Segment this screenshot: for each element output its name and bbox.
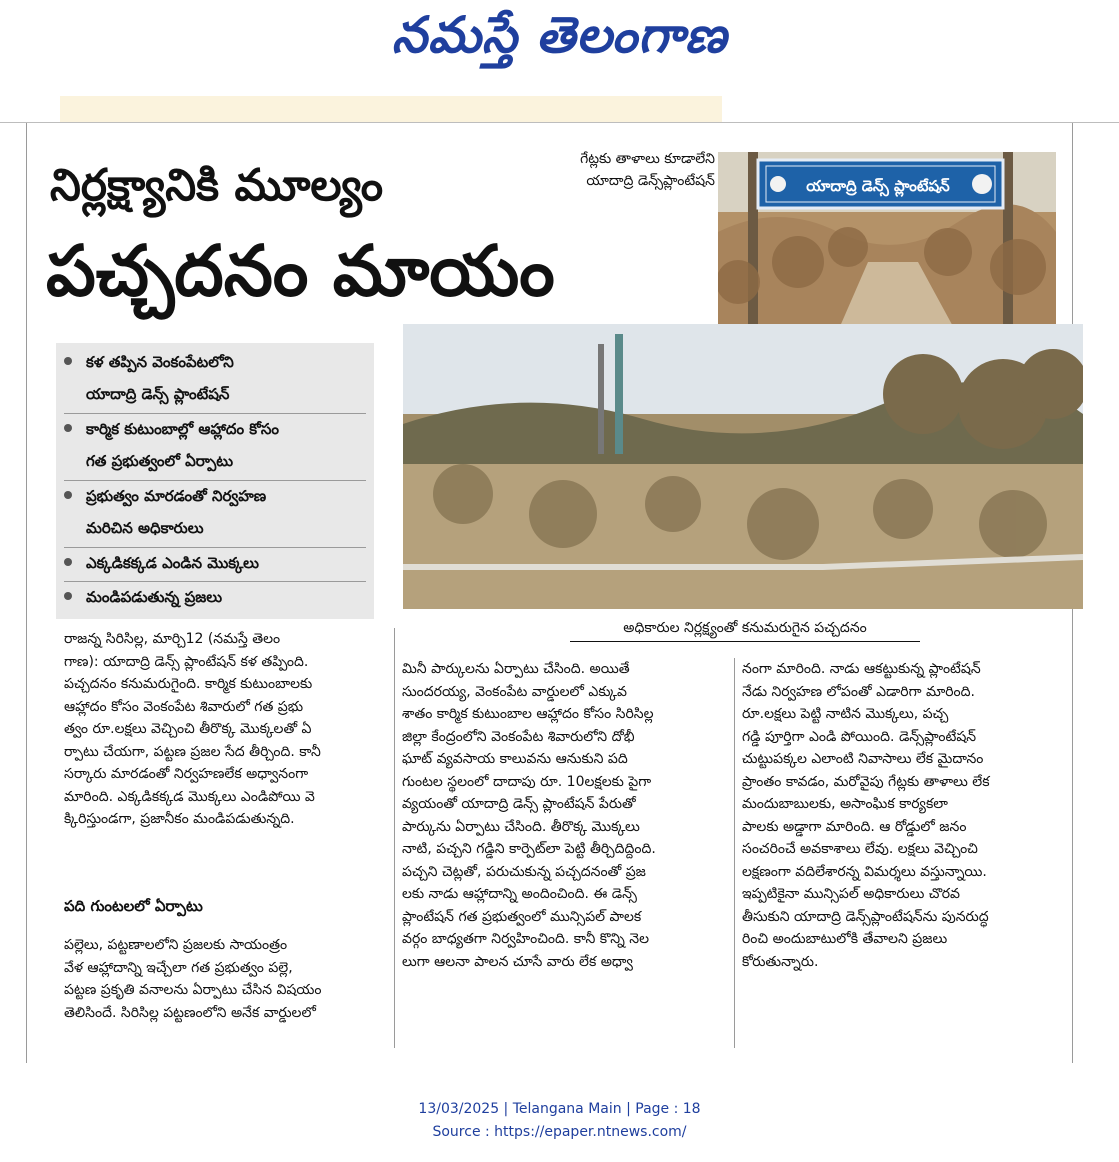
highlight-line: ఎక్కడికక్కడ ఎండిన మొక్కలు	[86, 554, 259, 572]
body-line: పట్టణ ప్రకృతి వనాలను ఏర్పాటు చేసిన విషయం	[64, 982, 322, 998]
body-column-1	[64, 628, 384, 831]
masthead	[0, 0, 1119, 80]
body-column-3	[742, 658, 1067, 973]
sign-text: యాదాద్రి డెన్స్ ప్లాంటేషన్	[806, 177, 950, 195]
highlight-line: గత ప్రభుత్వంలో ఏర్పాటు	[86, 452, 234, 470]
caption-line: యాదాద్రి డెన్స్‌ప్లాంటేషన్	[586, 173, 715, 189]
newspaper-logo: నమస్తే తెలంగాణ	[391, 6, 728, 64]
caption-line: గేట్లకు తాళాలు కూడాలేని	[580, 151, 715, 167]
body-line: కోరుతున్నారు.	[742, 953, 819, 970]
body-line: గాణ): యాదాద్రి డెన్స్ ప్లాంటేషన్ కళ తప్పింది.	[64, 653, 309, 670]
bullet-icon	[64, 357, 72, 365]
body-line: ప్రాంతం కావడం, మరోవైపు గేట్లకు తాళాలు లేక	[742, 773, 990, 790]
body-line: రించి అందుబాటులోకి తేవాలని ప్రజలు	[742, 931, 948, 947]
body-line: ప్లాంటేషన్ గత ప్రభుత్వంలో మున్సిపల్ పాలక	[402, 908, 642, 925]
highlight-text	[86, 581, 371, 613]
bullet-icon	[64, 424, 72, 432]
body-line: త్వం రూ.లక్షలు వెచ్చించి తీరొక్క మొక్కలతో ఏ	[64, 721, 312, 737]
body-line: క్కిరిస్తుండగా, ప్రజానీకం మండిపడుతున్నది.	[64, 811, 295, 827]
highlight-line: యాదాద్రి డెన్స్ ప్లాంటేషన్	[86, 385, 230, 403]
highlight-line: మండిపడుతున్న ప్రజలు	[86, 588, 223, 606]
page-footer	[0, 1098, 1119, 1144]
body-line: వ్యయంతో యాదాద్రి డెన్స్ ప్లాంటేషన్ పేరుతో	[402, 796, 636, 812]
dry-field-illustration	[403, 324, 1083, 609]
body-line: ఆహ్లాదం కోసం వెంకంపేట శివారులో గత ప్రభు	[64, 698, 304, 715]
body-line: చుట్టుపక్కల ఎలాంటి నివాసాలు లేక మైదానం	[742, 751, 984, 767]
highlight-text	[86, 346, 371, 410]
body-line: నంగా మారింది. నాడు ఆకట్టుకున్న ప్లాంటేషన్	[742, 661, 981, 677]
body-line: నాటి, పచ్చని గడ్డిని కార్పెట్‌లా పెట్టి తీర్చిదిద్దింది.	[402, 841, 656, 857]
highlight-text	[86, 547, 371, 579]
body-line: ఇప్పటికైనా మున్సిపల్ అధికారులు చొరవ	[742, 886, 960, 902]
body-line: సంచరించే అవకాశాలు లేవు. లక్షలు వెచ్చించి	[742, 841, 978, 857]
body-line: గడ్డి పూర్తిగా ఎండి పోయింది. డెన్స్‌ప్లాంటేషన్	[742, 728, 977, 745]
highlight-line: కార్మిక కుటుంబాల్లో ఆహ్లాదం కోసం	[86, 420, 280, 438]
body-line: పచ్చని చెట్లతో, పరుచుకున్న పచ్చదనంతో ప్రజ	[402, 863, 646, 880]
highlights-box	[56, 343, 374, 619]
body-line: మందుబాబులకు, అసాంఘిక కార్యకలా	[742, 796, 948, 812]
headline-main: పచ్చదనం మాయం	[46, 230, 555, 312]
body-line: మారింది. ఎక్కడికక్కడ మొక్కలు ఎండిపోయి వె	[64, 788, 315, 805]
body-line: రాజన్న సిరిసిల్ల, మార్చి12 (నమస్తే తెలం	[64, 631, 281, 647]
source-link[interactable]: Source : https://epaper.ntnews.com/	[432, 1124, 687, 1140]
body-column-2	[402, 658, 727, 973]
photo-dry-plantation	[403, 324, 1083, 609]
body-line: జిల్లా కేంద్రంలోని వెంకంపేట శివారులోని దోభీ	[402, 728, 635, 745]
highlight-line: ప్రభుత్వం మారడంతో నిర్వహణ	[86, 487, 267, 505]
body-line: మినీ పార్కులను ఏర్పాటు చేసింది. అయితే	[402, 661, 630, 677]
bullet-icon	[64, 558, 72, 566]
photo-caption-bottom: అధికారుల నిర్లక్ష్యంతో కనుమరుగైన పచ్చదనం	[570, 615, 920, 642]
body-line: తెలిసిందే. సిరిసిల్ల పట్టణంలోని అనేక వార్డులలో	[64, 1004, 316, 1021]
body-line: శాతం కార్మిక కుటుంబాల ఆహ్లాదం కోసం సిరిసిల్ల	[402, 706, 654, 722]
body-line: లకు నాడు ఆహ్లాదాన్ని అందించింది. ఈ డెన్స్	[402, 886, 637, 902]
body-line: వర్గం బాధ్యతగా నిర్వహించింది. కానీ కొన్ని నెల	[402, 931, 650, 947]
highlight-line: కళ తప్పిన వెంకంపేటలోని	[86, 353, 234, 371]
bullet-icon	[64, 491, 72, 499]
body-line: ర్పాటు చేయగా, పట్టణ ప్రజల సేద తీర్చింది. కానీ	[64, 743, 321, 760]
body-line: తీసుకుని యాదాద్రి డెన్స్‌ప్లాంటేషన్‌ను పునరుద్ధ	[742, 908, 989, 925]
body-line: పచ్చదనం కనుమరుగైంది. కార్మిక కుటుంబాలకు	[64, 676, 313, 692]
body-line: గుంటల స్థలంలో దాదాపు రూ. 10లక్షలకు పైగా	[402, 773, 652, 790]
bullet-icon	[64, 592, 72, 600]
edition-info: 13/03/2025 | Telangana Main | Page : 18	[418, 1101, 701, 1117]
highlight-text	[86, 413, 371, 477]
body-line: పార్కును ఏర్పాటు చేసింది. తీరొక్క మొక్కలు	[402, 818, 640, 835]
headline-kicker: నిర్లక్ష్యానికి మూల్యం	[50, 160, 384, 211]
body-line: వేళ ఆహ్లాదాన్ని ఇచ్చేలా గత ప్రభుత్వం పల్లె,	[64, 959, 293, 976]
body-line: ఘాట్ వ్యవసాయ కాలువను ఆనుకుని పది	[402, 751, 628, 767]
body-line: సుందరయ్య, వెంకంపేట వార్డులలో ఎక్కువ	[402, 683, 627, 700]
body-line: నేడు నిర్వహణ లోపంతో ఎడారిగా మారింది.	[742, 683, 975, 700]
body-line: సర్కారు మారడంతో నిర్వహణలేక అధ్వానంగా	[64, 766, 309, 782]
highlight-line: మరిచిన అధికారులు	[86, 519, 204, 537]
subheading: పది గుంటలలో ఏర్పాటు	[64, 897, 203, 915]
body-line: పాలకు అడ్డాగా మారింది. ఆ రోడ్డులో జనం	[742, 818, 967, 835]
body-column-1-cont	[64, 934, 384, 1024]
body-line: లక్షణంగా వదిలేశారన్న విమర్శలు వస్తున్నాయి.	[742, 863, 987, 880]
highlight-text	[86, 480, 371, 544]
body-line: రూ.లక్షలు పెట్టి నాటిన మొక్కలు, పచ్చ	[742, 706, 949, 722]
body-line: లుగా ఆలనా పాలన చూసే వారు లేక అధ్వా	[402, 953, 633, 970]
body-line: పల్లెలు, పట్టణాలలోని ప్రజలకు సాయంత్రం	[64, 937, 288, 953]
column-divider	[394, 628, 395, 1048]
photo-caption-top	[520, 148, 715, 192]
top-strip	[60, 96, 722, 122]
column-divider	[734, 658, 735, 1048]
